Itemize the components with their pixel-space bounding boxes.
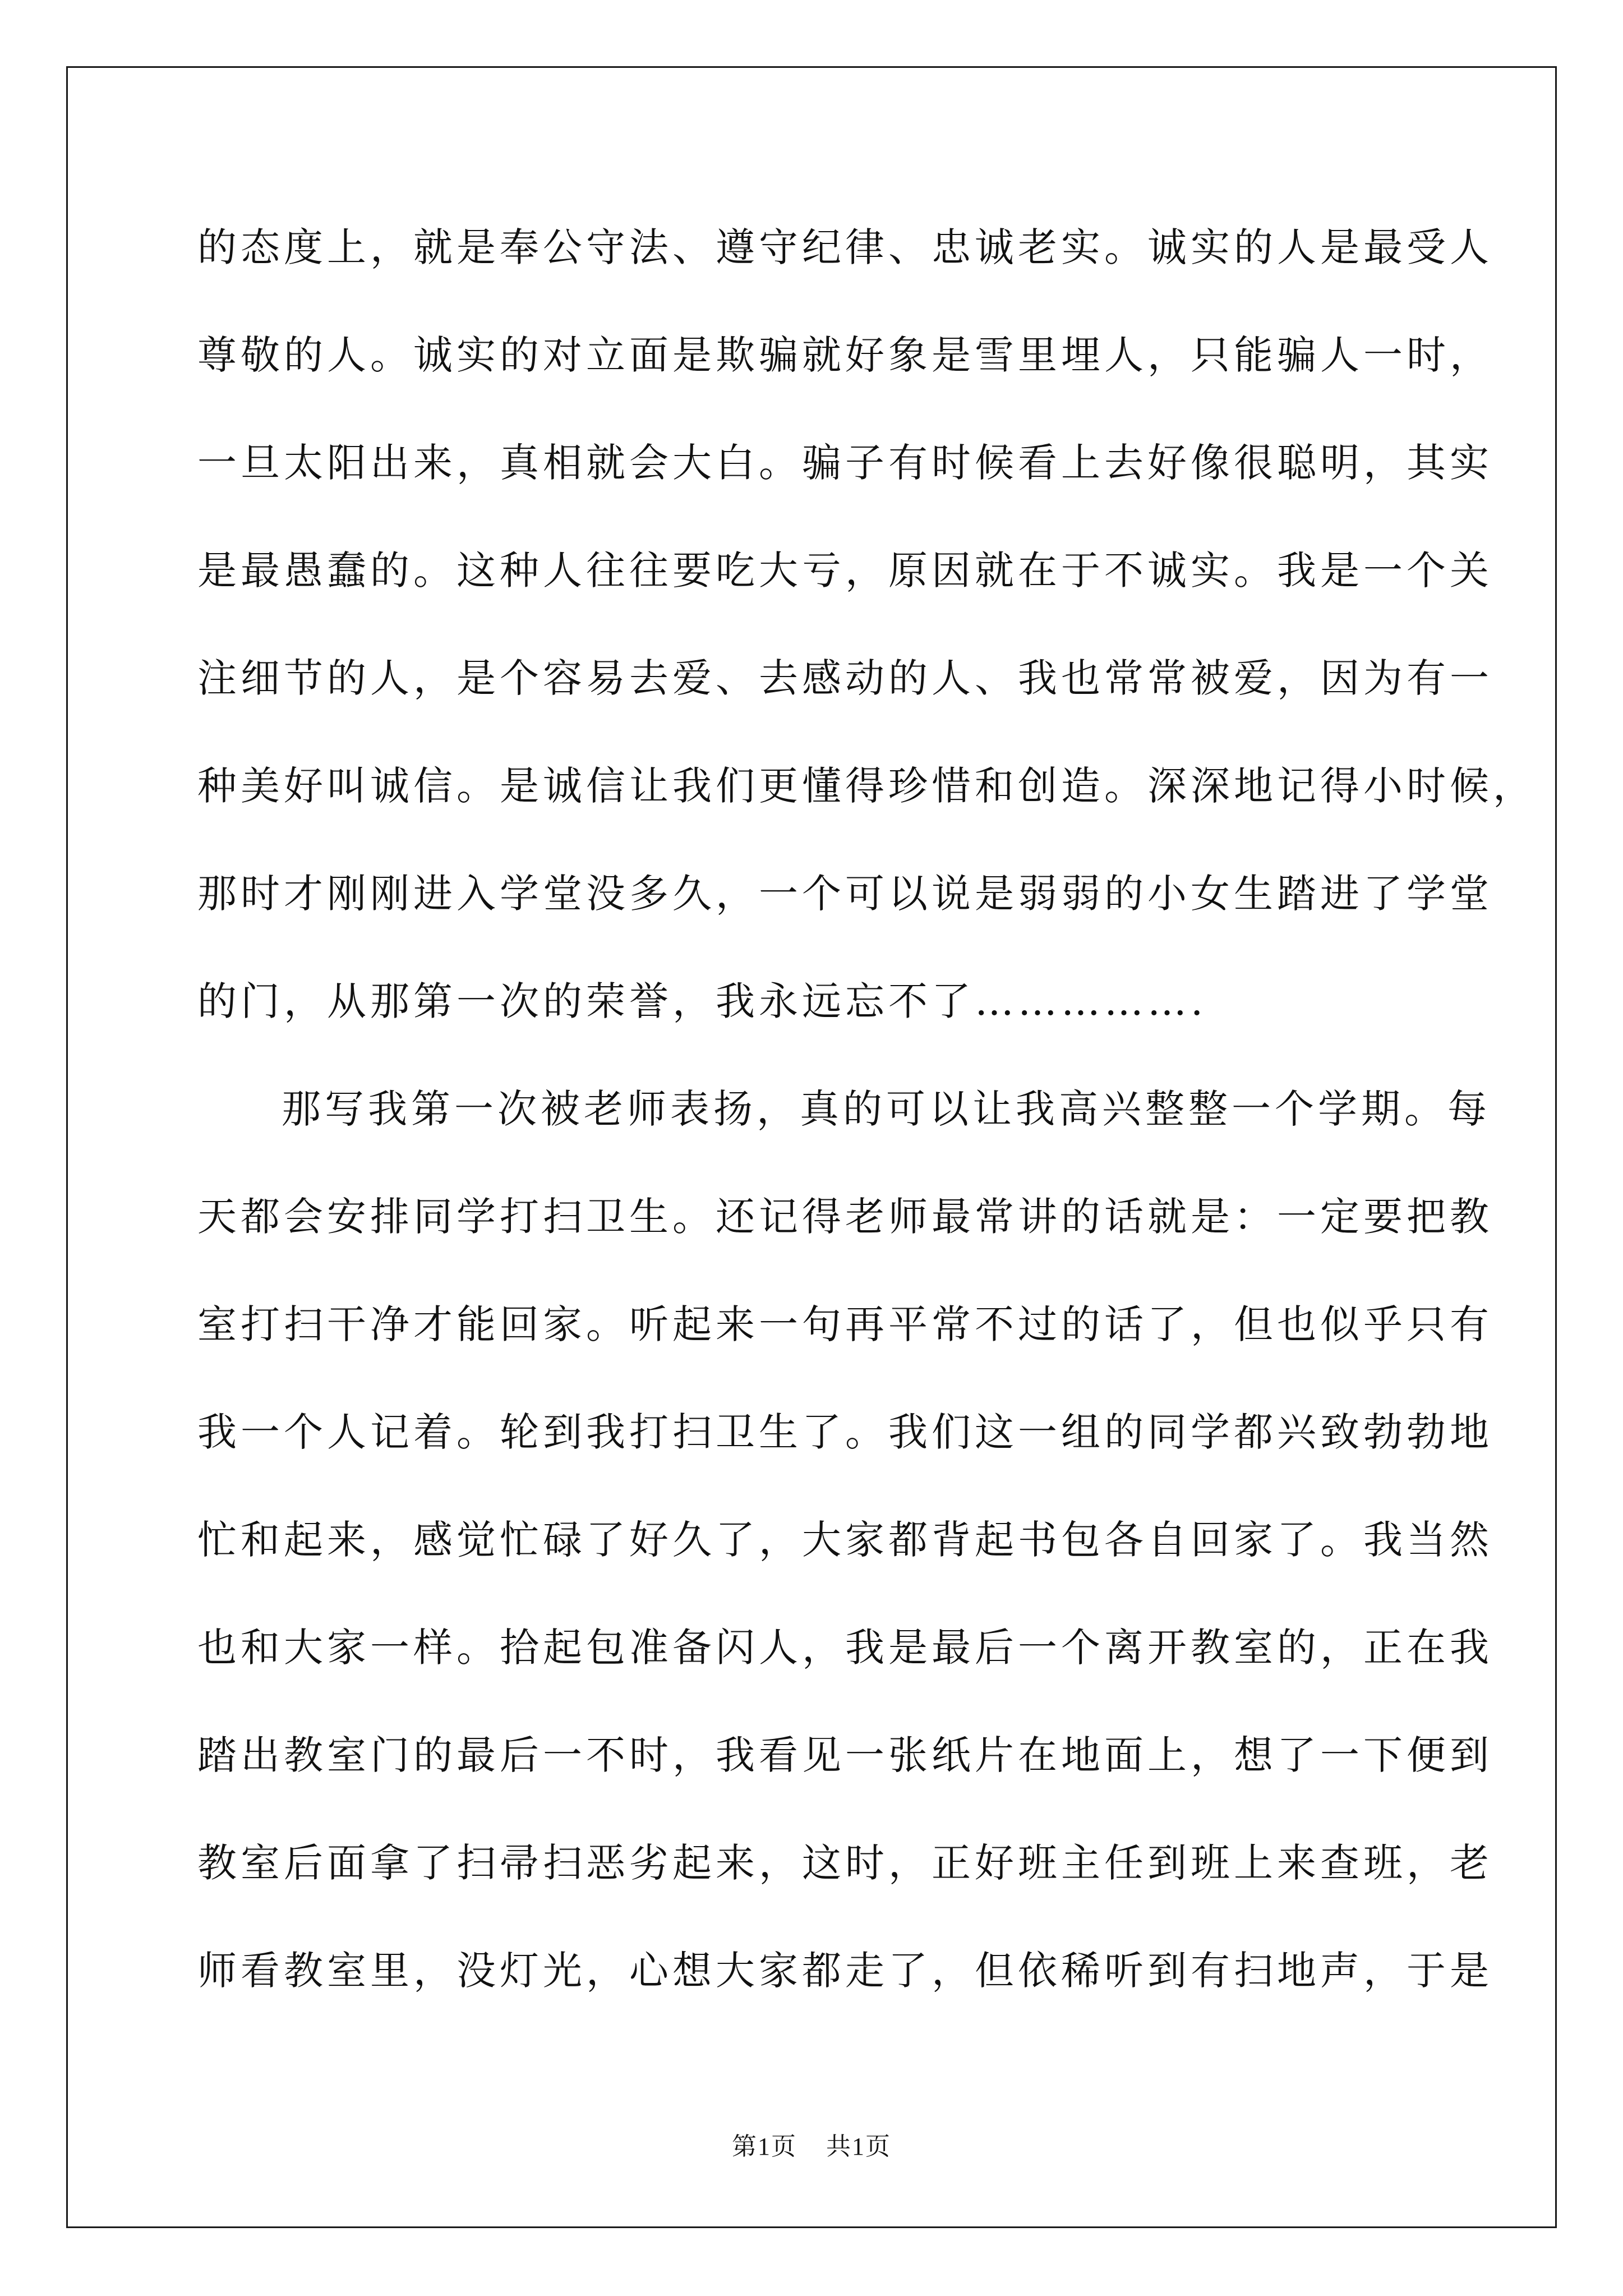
page-number: 第1页 bbox=[732, 2133, 797, 2160]
text-line: 注细节的人，是个容易去爱、去感动的人、我也常常被爱，因为有一 bbox=[197, 655, 1493, 701]
text-line: 忙和起来，感觉忙碌了好久了，大家都背起书包各自回家了。我当然 bbox=[197, 1517, 1493, 1563]
text-line: 的门，从那第一次的荣誉，我永远忘不了……………. bbox=[197, 978, 1207, 1024]
text-line: 一旦太阳出来，真相就会大白。骗子有时候看上去好像很聪明，其实 bbox=[197, 440, 1493, 486]
text-line: 我一个人记着。轮到我打扫卫生了。我们这一组的同学都兴致勃勃地 bbox=[197, 1409, 1493, 1455]
text-line: 的态度上，就是奉公守法、遵守纪律、忠诚老实。诚实的人是最受人 bbox=[197, 224, 1493, 270]
text-line: 是最愚蠢的。这种人往往要吃大亏，原因就在于不诚实。我是一个关 bbox=[197, 547, 1493, 593]
text-line: 也和大家一样。拾起包准备闪人，我是最后一个离开教室的，正在我 bbox=[197, 1625, 1493, 1671]
text-line: 尊敬的人。诚实的对立面是欺骗就好象是雪里埋人，只能骗人一时， bbox=[197, 332, 1493, 378]
text-line: 室打扫干净才能回家。听起来一句再平常不过的话了，但也似乎只有 bbox=[197, 1301, 1493, 1347]
text-line: 教室后面拿了扫帚扫恶劣起来，这时，正好班主任到班上来查班，老 bbox=[197, 1840, 1493, 1886]
paragraph-start-line: 那写我第一次被老师表扬，真的可以让我高兴整整一个学期。每 bbox=[282, 1086, 1491, 1132]
text-line: 那时才刚刚进入学堂没多久，一个可以说是弱弱的小女生踏进了学堂 bbox=[197, 871, 1493, 917]
page-total: 共1页 bbox=[826, 2133, 891, 2160]
text-line: 天都会安排同学打扫卫生。还记得老师最常讲的话就是：一定要把教 bbox=[197, 1194, 1493, 1240]
text-line: 踏出教室门的最后一不时，我看见一张纸片在地面上，想了一下便到 bbox=[197, 1732, 1493, 1778]
text-line: 师看教室里，没灯光，心想大家都走了，但依稀听到有扫地声，于是 bbox=[197, 1948, 1493, 1994]
document-body bbox=[197, 216, 1536, 2047]
page-footer bbox=[0, 2126, 1623, 2162]
text-line: 种美好叫诚信。是诚信让我们更懂得珍惜和创造。深深地记得小时候， bbox=[197, 763, 1536, 809]
